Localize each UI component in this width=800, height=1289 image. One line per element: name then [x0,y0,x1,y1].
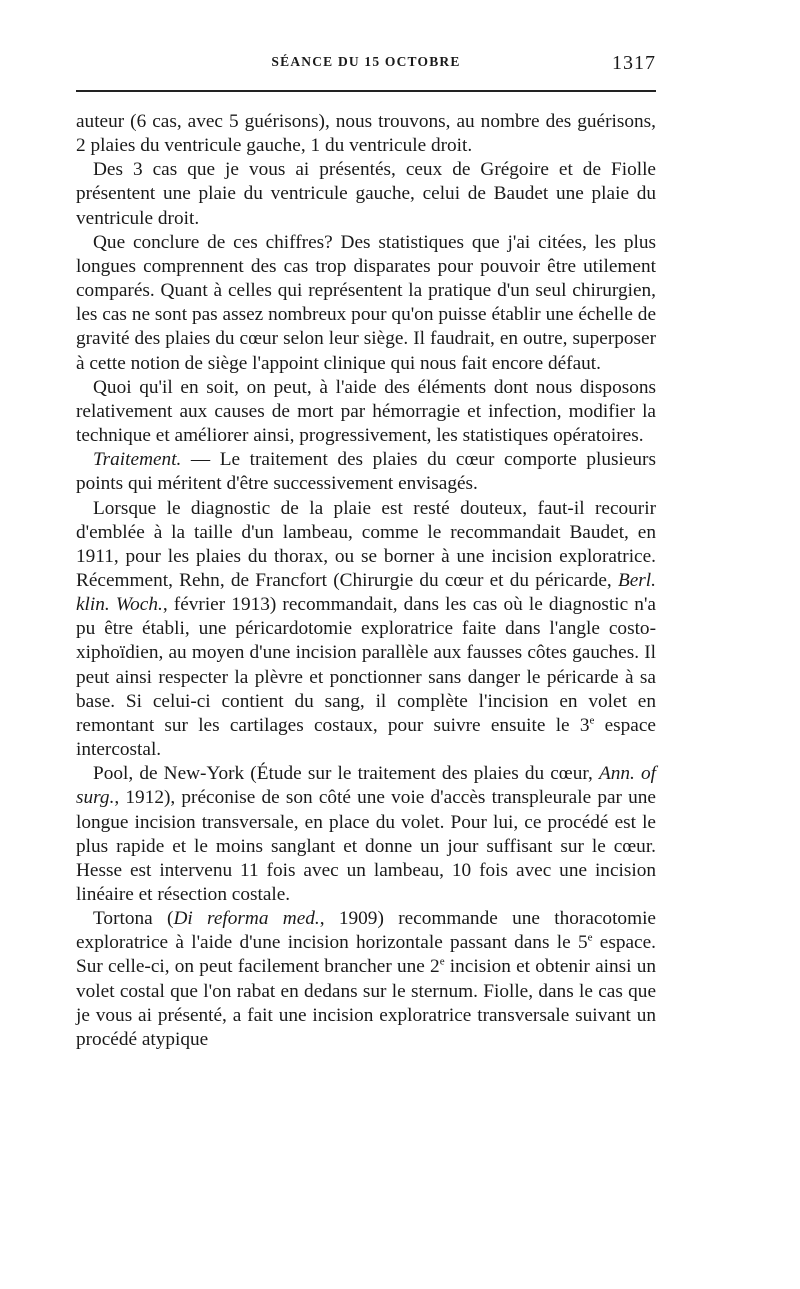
paragraph-2: Des 3 cas que je vous ai présentés, ceux de Grégoire et de Fiolle présentent une plaie du ventricule gauche, celui de Baudet une plaie du ventricule droit. [76,159,656,229]
page-header [76,52,656,80]
paragraph-traitement: Traitement. — Le traitement des plaies du cœur comporte plusieurs points qui méritent d'être successivement envisagés. [76,449,656,495]
paragraph-6: Lorsque le diagnostic de la plaie est resté douteux, faut-il recourir d'emblée à la taille d'un lambeau, comme le recommandait Baudet, en 1911, pour les plaies du thorax, ou se borner à une incision exploratrice. Récemment, Rehn, de Francfort (Chirurgie du cœur et du péricarde, Berl. klin. Woch., février 1913) recommandait, dans les cas où le diagnostic n'a pu être établi, une péricardotomie exploratrice faite dans l'angle costo-xiphoïdien, au moyen d'une incision parallèle aux fausses côtes gauches. Il peut ainsi respecter la plèvre et ponctionner sans danger le péricarde à sa base. Si celui-ci contient du sang, il complète l'incision en volet en remontant sur les cartilages costaux, pour suivre ensuite le 3e espace intercostal. [76,497,656,761]
paragraph-1: auteur (6 cas, avec 5 guérisons), nous trouvons, au nombre des guérisons, 2 plaies du ventricule gauche, 1 du ventricule droit. [76,111,656,157]
body-text [76,110,656,1052]
citation: Di reforma med. [173,908,320,930]
page-number: 1317 [612,52,656,74]
paragraph-8: Tortona (Di reforma med., 1909) recommande une thoracotomie exploratrice à l'aide d'une incision horizontale passant dans le 5e espace. Sur celle-ci, on peut facilement brancher une 2e incision et obtenir ainsi un volet costal que l'on rabat en dedans sur le sternum. Fiolle, dans le cas que je vous ai présenté, a fait une incision exploratrice transversale suivant un procédé atypique [76,908,656,1050]
citation: Ann. of surg. [76,763,656,809]
paragraph-3: Que conclure de ces chiffres? Des statistiques que j'ai citées, les plus longues comprennent des cas trop disparates pour pouvoir être utilement comparés. Quant à celles qui représentent la pratique d'un seul chirurgien, les cas ne sont pas assez nombreux pour qu'on puisse établir une échelle de gravité des plaies du cœur selon leur siège. Il faudrait, en outre, superposer à cette notion de siège l'appoint clinique qui nous fait encore défaut. [76,231,656,374]
paragraph-7: Pool, de New-York (Étude sur le traitement des plaies du cœur, Ann. of surg., 1912), préconise de son côté une voie d'accès transpleurale par une longue incision transversale, en place du volet. Pour lui, ce procédé est le plus rapide et le moins sanglant et donne un jour suffisant sur le cœur. Hesse est intervenu 11 fois avec un lambeau, 10 fois avec une incision linéaire et résection costale. [76,763,656,905]
citation: Berl. klin. Woch. [76,569,656,616]
section-heading: Traitement. [93,449,182,471]
running-title: SÉANCE DU 15 OCTOBRE [271,54,461,69]
header-rule [76,90,656,92]
paragraph-4: Quoi qu'il en soit, on peut, à l'aide des éléments dont nous disposons relativement aux causes de mort par hémorragie et infection, modifier la technique et améliorer ainsi, progressivement, les statistiques opératoires. [76,376,656,447]
